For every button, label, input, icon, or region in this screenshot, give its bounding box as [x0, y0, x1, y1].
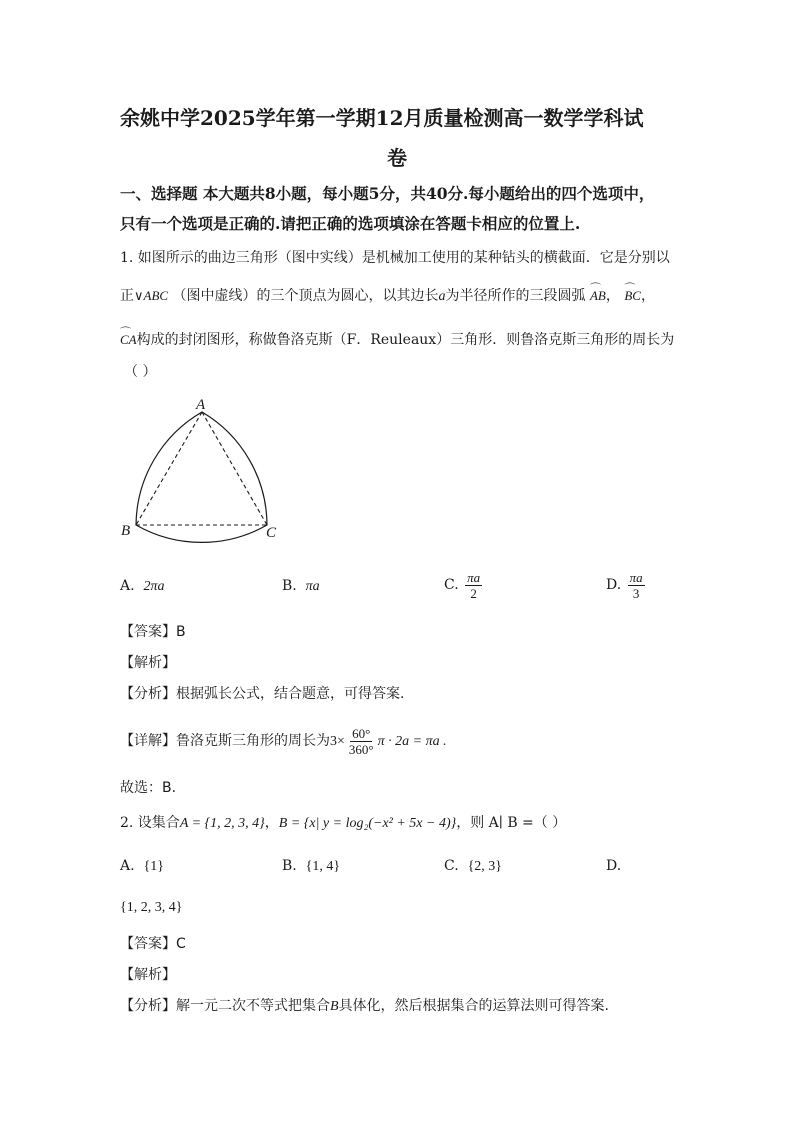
separator: ，: [640, 288, 655, 304]
q1-stem-line3-text: 构成的封闭图形，称做鲁洛克斯（F．Reuleaux）三角形．则鲁洛克斯三角形的周长为: [136, 332, 675, 348]
q2-option-d: D.: [606, 858, 622, 874]
section-heading-line2: 只有一个选项是正确的.请把正确的选项填涂在答题卡相应的位置上.: [120, 214, 581, 233]
triangle-symbol: ∨: [134, 288, 144, 303]
option-label: B.: [282, 578, 297, 594]
arc-bc: ⌒ BC: [624, 288, 641, 303]
q1-fenxi: [120, 684, 404, 704]
q1-answer-paren: （ ）: [124, 364, 157, 380]
fraction-numerator: 60°: [352, 725, 371, 741]
fraction-denominator: 2: [470, 585, 477, 601]
q2-ask: ，则 A∣ B =（ ）: [456, 815, 567, 831]
answer-tag: 【答案】: [120, 936, 176, 952]
option-label: D.: [606, 577, 622, 593]
vertex-label-a: A: [196, 397, 206, 413]
q2-stem-prefix: 2. 设集合: [120, 815, 180, 831]
fenxi-tag: 【分析】: [120, 998, 176, 1014]
option-expr: {1}: [143, 859, 164, 874]
answer-value: C: [176, 936, 186, 952]
option-label: C.: [444, 858, 459, 874]
q2-option-d-expr: [120, 897, 182, 918]
option-expr: {1, 4}: [305, 859, 341, 874]
fraction-numerator: πa: [629, 569, 643, 585]
fraction-denominator: 360°: [348, 741, 374, 757]
option-expr: {2, 3}: [467, 859, 503, 874]
q1-option-c: [444, 566, 484, 604]
fenxi-var: B: [330, 999, 339, 1014]
formula-fraction: [347, 726, 376, 757]
formula-lead: 3×: [330, 734, 345, 749]
option-fraction: [465, 570, 482, 601]
q2-fenxi: [120, 996, 609, 1017]
q1-stem-prefix: 正: [120, 288, 134, 304]
document-title-line1: 余姚中学2025学年第一学期12月质量检测高一数学学科试: [120, 106, 644, 130]
q1-stem-line2: [120, 286, 655, 307]
q1-stem-line3: [120, 330, 674, 350]
fraction-denominator: 3: [632, 585, 640, 601]
option-label: A.: [120, 578, 135, 594]
arc-ca: ⌒ CA: [120, 332, 137, 347]
fenxi-tag: 【分析】: [120, 686, 176, 702]
q1-option-b: [282, 576, 320, 597]
section-heading-line1: 一、选择题 本大题共8小题，每小题5分，共40分.每小题给出的四个选项中，: [120, 184, 655, 203]
q1-analysis-tag: 【解析】: [120, 655, 176, 671]
triangle-edge-ac: [202, 412, 267, 525]
separator: ，: [264, 815, 279, 831]
option-expr: {1, 2, 3, 4}: [120, 900, 183, 915]
fenxi-text: 根据弧长公式，结合题意，可得答案.: [176, 686, 405, 702]
reuleaux-triangle-figure: [115, 392, 295, 544]
var-a: a: [438, 289, 446, 304]
vertex-label-b: B: [121, 523, 131, 539]
xiangjie-text: 鲁洛克斯三角形的周长为: [176, 733, 330, 749]
set-b: B = {x| y = log₂(−x² + 5x − 4)}: [278, 816, 457, 831]
separator: ，: [605, 288, 620, 304]
answer-value: B: [176, 624, 186, 640]
option-label: A.: [120, 858, 135, 874]
q1-stem-suffix: 为半径所作的三段圆弧: [445, 288, 586, 304]
answer-tag: 【答案】: [120, 624, 176, 640]
triangle-name: ABC: [143, 288, 169, 303]
q2-option-c: [444, 856, 502, 877]
option-label: B.: [282, 858, 297, 874]
fenxi-text: 解一元二次不等式把集合: [176, 998, 330, 1014]
triangle-edge-ab: [136, 412, 202, 525]
q1-answer: [120, 622, 186, 642]
q1-stem-line1: 1. 如图所示的曲边三角形（图中实线）是机械加工使用的某种钻头的横截面．它是分别以: [120, 250, 670, 266]
option-label: C.: [444, 577, 459, 593]
q2-option-a: [120, 856, 164, 877]
q1-option-d: [606, 566, 647, 604]
vertex-label-c: C: [266, 525, 277, 541]
xiangjie-tag: 【详解】: [120, 733, 176, 749]
q1-choose: 故选：B.: [120, 780, 177, 796]
option-expr: πa: [305, 579, 320, 594]
q1-option-a: [120, 576, 164, 597]
q1-stem-mid: （图中虚线）的三个顶点为圆心，以其边长: [172, 288, 439, 304]
set-a: A = {1, 2, 3, 4}: [179, 816, 265, 831]
q2-answer: [120, 934, 186, 954]
formula-tail: π · 2a = πa .: [377, 734, 447, 749]
fenxi-text: 具体化，然后根据集合的运算法则可得答案.: [338, 998, 610, 1014]
q2-stem: [120, 813, 566, 834]
q2-option-b: [282, 856, 340, 877]
arc-ab: ⌒ AB: [590, 288, 606, 303]
fraction-numerator: πa: [467, 569, 481, 585]
reuleaux-outline: [136, 412, 267, 542]
q2-analysis-tag: 【解析】: [120, 967, 176, 983]
option-expr: 2πa: [143, 579, 165, 594]
document-title-line2: 卷: [387, 146, 407, 170]
option-fraction: [628, 570, 645, 601]
q1-xiangjie: [120, 722, 447, 761]
